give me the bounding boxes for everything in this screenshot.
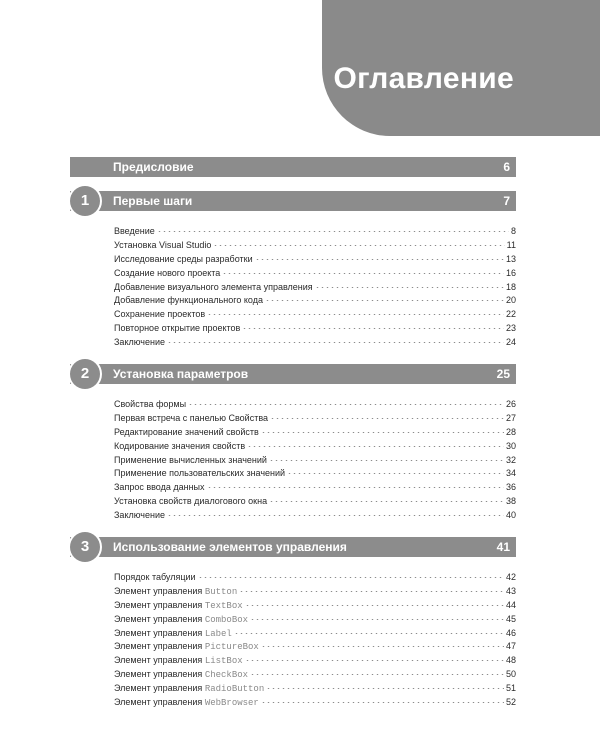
entry-page: 23	[505, 323, 516, 334]
entry-title	[114, 322, 240, 336]
dot-leader	[242, 328, 504, 329]
toc-entry	[114, 294, 516, 308]
dot-leader	[222, 273, 504, 274]
entry-title	[114, 682, 264, 697]
entry-text: Кодирование значения свойств	[114, 440, 246, 451]
entry-page: 51	[505, 683, 516, 694]
entry-code: CheckBox	[204, 670, 249, 681]
dot-leader	[213, 245, 504, 246]
dot-leader	[245, 605, 504, 606]
entry-text: Установка Visual Studio	[114, 239, 212, 250]
entry-text: Заключение	[114, 510, 165, 521]
entry-title	[114, 509, 165, 523]
entry-page: 32	[505, 454, 516, 465]
toc-entry	[114, 481, 516, 495]
entry-title	[114, 454, 267, 468]
dot-leader	[198, 577, 504, 578]
toc-entry	[114, 281, 516, 295]
chapter-title: Установка параметров	[113, 367, 249, 382]
dot-leader	[261, 702, 504, 703]
entry-title	[114, 668, 248, 683]
entry-title	[114, 440, 245, 454]
entry-title	[114, 308, 205, 322]
toc-entry	[114, 253, 516, 267]
entry-text: Повторное открытие проектов	[114, 323, 241, 334]
entry-page: 11	[506, 239, 516, 250]
dot-leader	[261, 646, 504, 647]
chapter-number: 3	[70, 532, 100, 562]
dot-leader	[239, 591, 504, 592]
dot-leader	[250, 674, 504, 675]
toc-entry	[114, 440, 516, 454]
entry-code: ListBox	[204, 656, 243, 667]
entry-page: 22	[505, 309, 516, 320]
entry-title	[114, 640, 259, 655]
chapter-number: 2	[70, 359, 100, 389]
entry-text: Введение	[114, 226, 155, 236]
entry-title	[114, 225, 155, 239]
entry-code: WebBrowser	[204, 698, 259, 709]
toc-entry	[114, 495, 516, 509]
entry-title	[114, 627, 232, 642]
toc-entry	[114, 267, 516, 281]
dot-leader	[157, 231, 509, 232]
entry-text: Создание нового проекта	[114, 267, 221, 278]
preface-title: Предисловие	[113, 160, 194, 174]
toc-entry	[114, 627, 516, 641]
chapter-number: 1	[70, 186, 100, 216]
entry-page: 16	[505, 267, 516, 278]
entry-title	[114, 696, 259, 711]
chapter-1-entries	[114, 225, 516, 350]
dot-leader	[167, 342, 504, 343]
chapter-3-entries	[114, 571, 516, 710]
chapter-page: 7	[503, 194, 510, 208]
entry-text: Свойства формы	[114, 399, 187, 410]
toc-entry	[114, 454, 516, 468]
entry-code: PictureBox	[204, 642, 259, 653]
toc-entry	[114, 654, 516, 668]
entry-page: 42	[505, 572, 516, 583]
entry-text: Установка свойств диалогового окна	[114, 496, 268, 507]
dot-leader	[207, 314, 504, 315]
dot-leader	[188, 404, 504, 405]
entry-text: Элемент управления	[114, 697, 205, 708]
page-title: Оглавление	[333, 62, 514, 95]
entry-title	[114, 481, 205, 495]
entry-title	[114, 412, 268, 426]
entry-page: 46	[505, 627, 516, 638]
entry-text: Элемент управления	[114, 613, 205, 624]
entry-text: Добавление визуального элемента управления	[114, 281, 313, 292]
entry-text: Добавление функционального кода	[114, 295, 263, 306]
toc-entry	[114, 668, 516, 682]
entry-code: RadioButton	[204, 684, 265, 695]
entry-text: Запрос ввода данных	[114, 482, 205, 493]
entry-page: 27	[505, 412, 516, 423]
toc-entry	[114, 585, 516, 599]
entry-page: 8	[510, 226, 516, 236]
toc-entry	[114, 696, 516, 710]
entry-page: 50	[505, 669, 516, 680]
entry-page: 34	[505, 468, 516, 479]
toc-entry	[114, 613, 516, 627]
dot-leader	[167, 515, 504, 516]
chapter-bar-1	[70, 191, 516, 211]
dot-leader	[261, 432, 504, 433]
toc-entry	[114, 322, 516, 336]
entry-page: 40	[505, 510, 516, 521]
entry-title	[114, 495, 267, 509]
entry-page: 47	[505, 641, 516, 652]
entry-text: Порядок табуляции	[114, 572, 196, 583]
entry-text: Применение пользовательских значений	[114, 468, 286, 479]
toc-entry	[114, 239, 516, 253]
dot-leader	[315, 287, 504, 288]
chapter-title: Использование элементов управления	[113, 540, 347, 555]
entry-text: Элемент управления	[114, 585, 205, 596]
toc-entry	[114, 509, 516, 523]
dot-leader	[234, 633, 504, 634]
entry-text: Элемент управления	[114, 641, 205, 652]
entry-text: Исследование среды разработки	[114, 253, 253, 264]
entry-title	[114, 467, 285, 481]
entry-text: Применение вычисленных значений	[114, 454, 267, 465]
entry-title	[114, 267, 220, 281]
entry-code: Button	[204, 586, 238, 597]
chapter-page: 25	[496, 367, 510, 382]
entry-page: 43	[505, 585, 516, 596]
entry-title	[114, 336, 165, 350]
entry-page: 36	[505, 482, 516, 493]
dot-leader	[270, 418, 504, 419]
entry-page: 38	[505, 496, 516, 507]
toc-entry	[114, 412, 516, 426]
toc-entry	[114, 640, 516, 654]
entry-title	[114, 426, 259, 440]
chapter-2-entries	[114, 398, 516, 523]
entry-title	[114, 599, 243, 614]
dot-leader	[269, 501, 504, 502]
entry-text: Элемент управления	[114, 599, 205, 610]
preface-bar	[70, 157, 516, 177]
entry-page: 45	[505, 613, 516, 624]
entry-title	[114, 613, 248, 628]
chapter-list	[70, 191, 516, 710]
entry-code: ComboBox	[204, 614, 249, 625]
toc-entry	[114, 426, 516, 440]
toc-entry	[114, 682, 516, 696]
toc-entry	[114, 308, 516, 322]
entry-text: Заключение	[114, 337, 165, 348]
dot-leader	[287, 473, 504, 474]
entry-title	[114, 398, 186, 412]
entry-page: 48	[505, 655, 516, 666]
entry-text: Элемент управления	[114, 683, 205, 694]
toc-entry	[114, 398, 516, 412]
toc-entry	[114, 599, 516, 613]
preface-page: 6	[503, 160, 510, 174]
entry-title	[114, 239, 211, 253]
chapter-title: Первые шаги	[113, 194, 193, 208]
entry-text: Элемент управления	[114, 655, 205, 666]
entry-title	[114, 294, 263, 308]
entry-page: 44	[505, 599, 516, 610]
dot-leader	[247, 446, 504, 447]
entry-text: Элемент управления	[114, 627, 205, 638]
table-of-contents	[70, 157, 516, 724]
entry-title	[114, 585, 237, 600]
dot-leader	[269, 460, 504, 461]
entry-page: 24	[505, 337, 516, 348]
toc-entry	[114, 336, 516, 350]
chapter-page: 41	[496, 540, 510, 555]
entry-page: 52	[505, 697, 516, 708]
entry-text: Элемент управления	[114, 669, 205, 680]
entry-title	[114, 253, 253, 267]
entry-page: 30	[505, 440, 516, 451]
dot-leader	[245, 660, 504, 661]
title-banner	[322, 0, 600, 136]
chapter-bar-3	[70, 537, 516, 557]
entry-page: 20	[505, 295, 516, 306]
toc-entry	[114, 225, 516, 239]
dot-leader	[207, 487, 504, 488]
entry-title	[114, 654, 243, 669]
entry-code: Label	[204, 628, 232, 639]
dot-leader	[250, 619, 504, 620]
entry-page: 18	[505, 281, 516, 292]
dot-leader	[266, 688, 504, 689]
dot-leader	[255, 259, 504, 260]
entry-text: Редактирование значений свойств	[114, 426, 259, 437]
entry-title	[114, 571, 196, 585]
entry-page: 28	[505, 426, 516, 437]
dot-leader	[265, 300, 504, 301]
entry-title	[114, 281, 313, 295]
chapter-bar-2	[70, 364, 516, 384]
toc-entry	[114, 467, 516, 481]
entry-text: Сохранение проектов	[114, 309, 206, 320]
entry-page: 13	[505, 253, 516, 264]
entry-page: 26	[505, 399, 516, 410]
entry-code: TextBox	[204, 600, 243, 611]
toc-entry	[114, 571, 516, 585]
entry-text: Первая встреча с панелью Свойства	[114, 412, 269, 423]
